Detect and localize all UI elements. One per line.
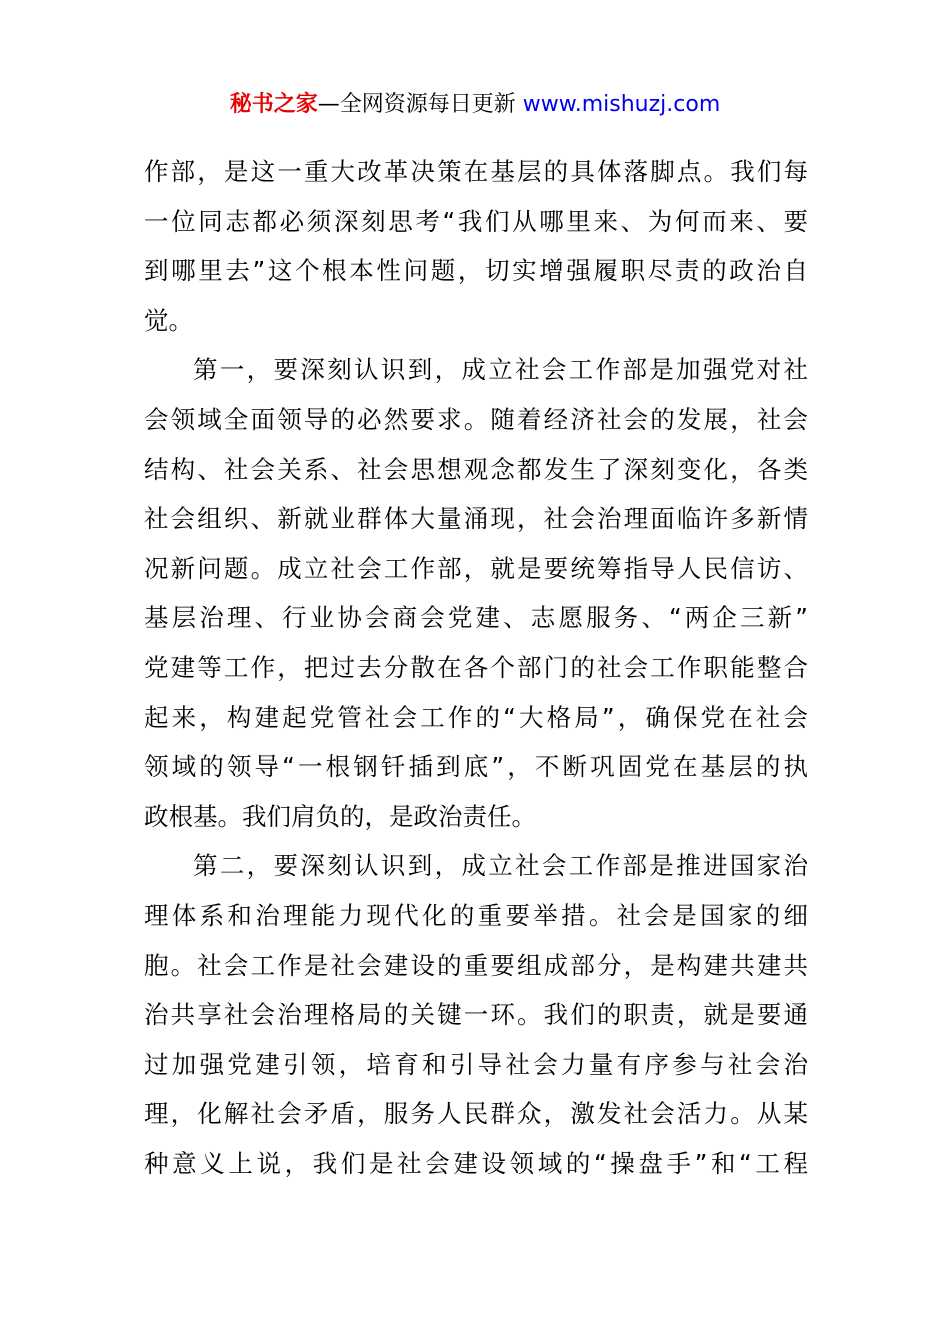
text-line: 作部，是这一重大改革决策在基层的具体落脚点。我们每 bbox=[144, 157, 808, 186]
text-line: 种意义上说，我们是社会建设领域的“操盘手”和“工程 bbox=[144, 1148, 808, 1178]
text-line: 胞。社会工作是社会建设的重要组成部分，是构建共建共 bbox=[144, 950, 808, 980]
text-line: 党建等工作，把过去分散在各个部门的社会工作职能整合 bbox=[144, 652, 808, 682]
text-line: 基层治理、行业协会商会党建、志愿服务、“两企三新” bbox=[144, 603, 808, 633]
page-header bbox=[0, 88, 950, 122]
text-line: 结构、社会关系、社会思想观念都发生了深刻变化，各类 bbox=[144, 454, 808, 484]
text-line: 领域的领导“一根钢钎插到底”，不断巩固党在基层的执 bbox=[144, 752, 808, 782]
header-site-link[interactable]: www.mishuzj.com bbox=[522, 92, 721, 117]
header-brand: 秘书之家 bbox=[229, 92, 318, 117]
text-line: 过加强党建引领，培育和引导社会力量有序参与社会治 bbox=[144, 1049, 808, 1079]
text-line: 理，化解社会矛盾，服务人民群众，激发社会活力。从某 bbox=[144, 1099, 808, 1129]
paragraph-first-line: 第一，要深刻认识到，成立社会工作部是加强党对社 bbox=[193, 355, 808, 385]
text-line: 理体系和治理能力现代化的重要举措。社会是国家的细 bbox=[144, 900, 808, 930]
header-tagline: —全网资源每日更新 bbox=[317, 92, 523, 117]
text-line: 况新问题。成立社会工作部，就是要统筹指导人民信访、 bbox=[144, 553, 808, 583]
text-line: 觉。 bbox=[144, 305, 193, 335]
text-line: 会领域全面领导的必然要求。随着经济社会的发展，社会 bbox=[144, 404, 808, 434]
text-line: 治共享社会治理格局的关键一环。我们的职责，就是要通 bbox=[144, 1000, 808, 1030]
text-line: 社会组织、新就业群体大量涌现，社会治理面临许多新情 bbox=[144, 504, 808, 534]
paragraph-first-line: 第二，要深刻认识到，成立社会工作部是推进国家治 bbox=[193, 851, 808, 881]
text-line: 政根基。我们肩负的，是政治责任。 bbox=[144, 801, 536, 831]
document-body bbox=[144, 147, 808, 1188]
text-line: 一位同志都必须深刻思考“我们从哪里来、为何而来、要 bbox=[144, 206, 808, 236]
text-line: 起来，构建起党管社会工作的“大格局”，确保党在社会 bbox=[144, 702, 808, 732]
text-line: 到哪里去”这个根本性问题，切实增强履职尽责的政治自 bbox=[144, 256, 808, 286]
